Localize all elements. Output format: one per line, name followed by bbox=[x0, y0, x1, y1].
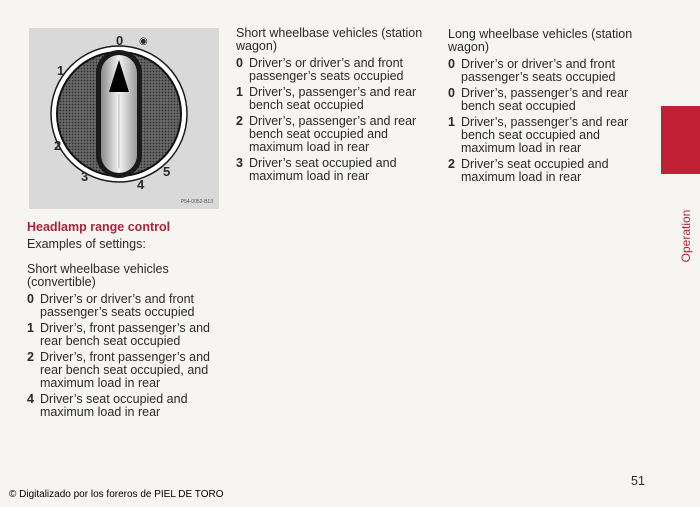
setting-text: Driver’s, passenger’s and rear bench seat occupied and maximum load in rear bbox=[249, 114, 417, 154]
column-3 bbox=[448, 28, 648, 187]
setting-item bbox=[448, 87, 648, 113]
setting-number: 4 bbox=[27, 392, 34, 406]
dial-number-4: 4 bbox=[137, 177, 145, 192]
setting-item bbox=[27, 351, 222, 390]
setting-text: Driver’s or driver’s and front passenger’s seats occupied bbox=[249, 56, 404, 83]
setting-item bbox=[236, 157, 436, 183]
section-side-label: Operation bbox=[679, 209, 693, 263]
figure-code: P54-0052-B13 bbox=[180, 199, 213, 205]
setting-number: 1 bbox=[27, 321, 34, 335]
vehicle-type: Long wheelbase vehicles (station wagon) bbox=[448, 27, 633, 54]
setting-text: Driver’s, passenger’s and rear bench seat occupied bbox=[461, 86, 629, 113]
setting-item bbox=[27, 322, 222, 348]
scan-credit: © Digitalizado por los foreros de PIEL DE TORO bbox=[9, 489, 224, 500]
setting-item bbox=[27, 393, 222, 419]
setting-number: 2 bbox=[27, 350, 34, 364]
setting-number: 0 bbox=[27, 292, 34, 306]
intro-text: Examples of settings: bbox=[27, 237, 146, 251]
setting-number: 3 bbox=[236, 156, 243, 170]
vehicle-type: Short wheelbase vehicles (station wagon) bbox=[236, 26, 423, 53]
setting-text: Driver’s, passenger’s and rear bench seat occupied bbox=[249, 85, 417, 112]
setting-text: Driver’s seat occupied and maximum load in rear bbox=[249, 156, 397, 183]
setting-item bbox=[448, 158, 648, 184]
setting-number: 2 bbox=[448, 157, 455, 171]
column-1 bbox=[27, 221, 222, 422]
setting-text: Driver’s or driver’s and front passenger’s seats occupied bbox=[461, 57, 616, 84]
dial-number-3: 3 bbox=[81, 169, 89, 184]
setting-text: Driver’s or driver’s and front passenger’s seats occupied bbox=[40, 292, 195, 319]
vehicle-type: Short wheelbase vehicles (convertible) bbox=[27, 262, 169, 289]
dial-number-2: 2 bbox=[54, 138, 62, 153]
setting-number: 0 bbox=[448, 57, 455, 71]
setting-text: Driver’s, front passenger’s and rear bench seat occupied, and maximum load in rear bbox=[40, 350, 210, 390]
setting-text: Driver’s seat occupied and maximum load in rear bbox=[40, 392, 188, 419]
headlamp-dial-drawing bbox=[29, 28, 219, 209]
setting-item bbox=[236, 115, 436, 154]
setting-number: 0 bbox=[448, 86, 455, 100]
setting-item bbox=[448, 116, 648, 155]
setting-number: 1 bbox=[448, 115, 455, 129]
headlamp-dial-figure bbox=[29, 28, 219, 209]
page-number: 51 bbox=[631, 474, 645, 488]
setting-number: 2 bbox=[236, 114, 243, 128]
section-tab-marker bbox=[661, 106, 700, 174]
headlamp-icon: ◉ bbox=[139, 36, 148, 47]
dial-number-5: 5 bbox=[163, 164, 171, 179]
section-heading: Headlamp range control bbox=[27, 220, 171, 234]
setting-item bbox=[448, 58, 648, 84]
dial-number-1: 1 bbox=[57, 63, 65, 78]
setting-number: 0 bbox=[236, 56, 243, 70]
dial-number-0: 0 bbox=[116, 33, 124, 48]
setting-item bbox=[27, 293, 222, 319]
setting-text: Driver’s, passenger’s and rear bench seat occupied and maximum load in rear bbox=[461, 115, 629, 155]
setting-number: 1 bbox=[236, 85, 243, 99]
setting-text: Driver’s seat occupied and maximum load in rear bbox=[461, 157, 609, 184]
column-2 bbox=[236, 27, 436, 186]
setting-item bbox=[236, 57, 436, 83]
setting-item bbox=[236, 86, 436, 112]
setting-text: Driver’s, front passenger’s and rear bench seat occupied bbox=[40, 321, 210, 348]
